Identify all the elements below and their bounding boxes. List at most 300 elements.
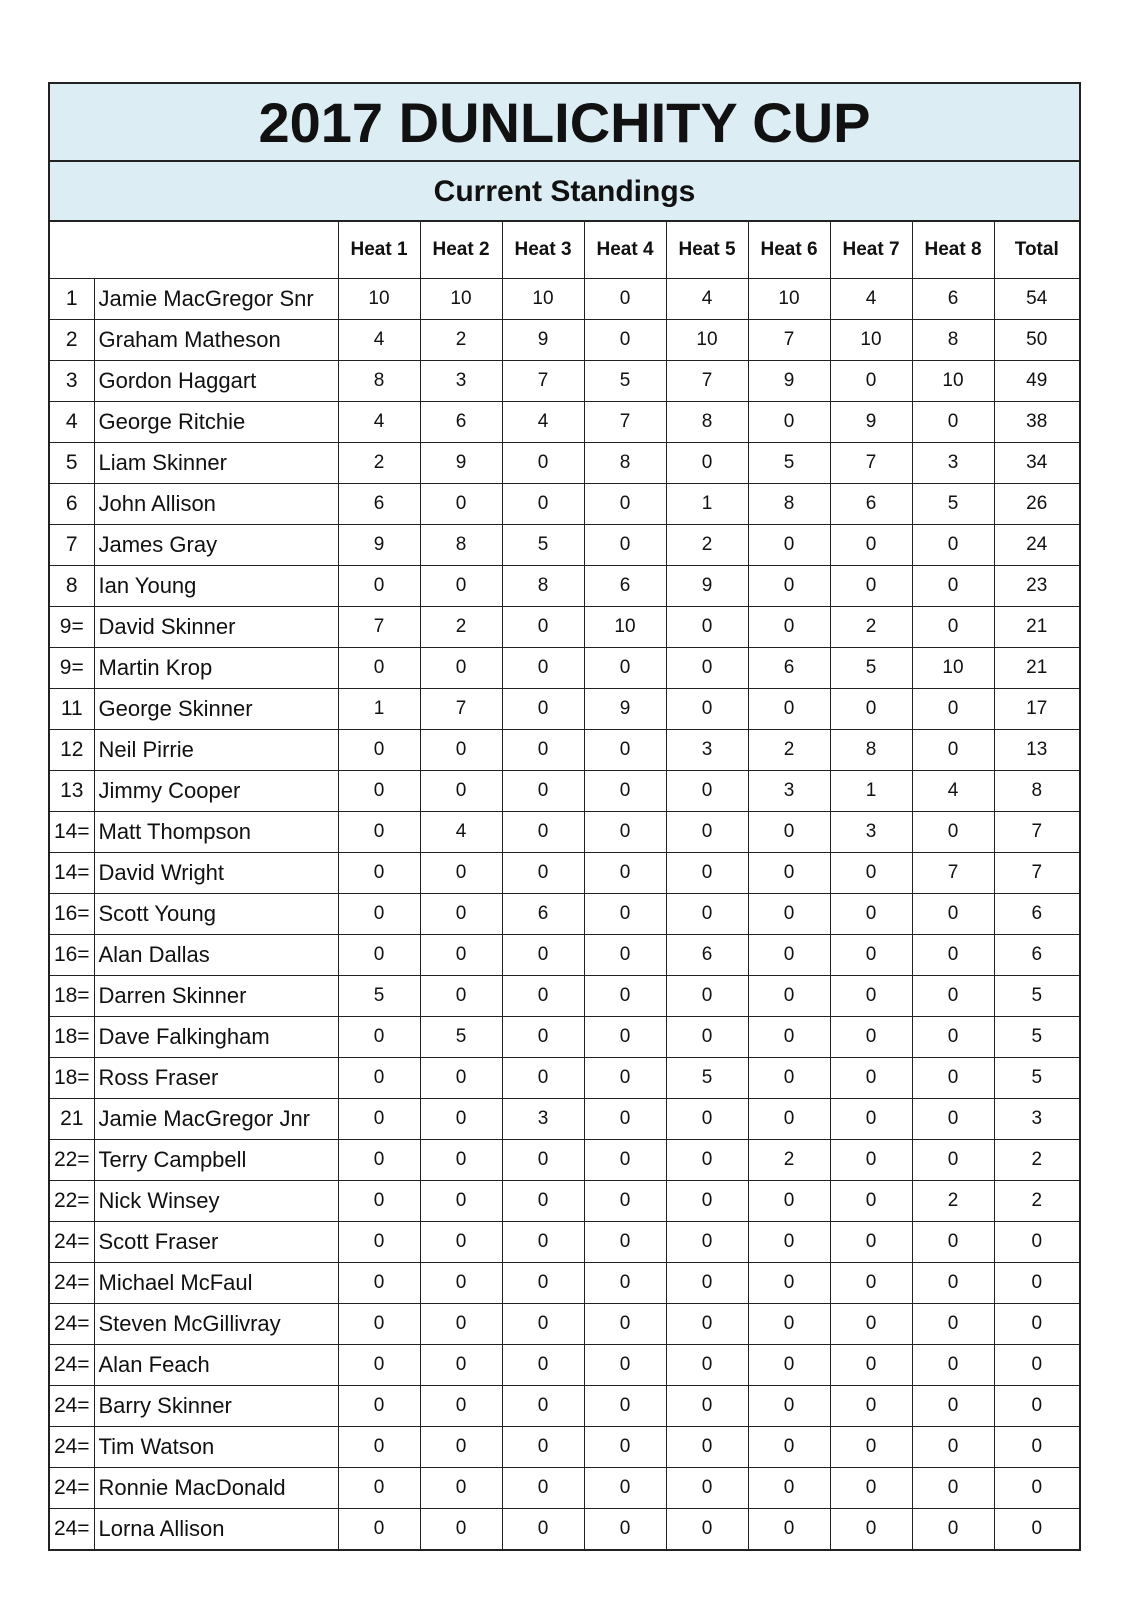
- total-cell: 6: [994, 894, 1079, 935]
- heat-score-cell: 0: [666, 771, 748, 812]
- position-cell: 21: [50, 1099, 94, 1140]
- name-cell: David Skinner: [94, 607, 338, 648]
- heat-score-cell: 0: [338, 1509, 420, 1550]
- heat-score-cell: 0: [584, 1386, 666, 1427]
- heat-score-cell: 7: [584, 402, 666, 443]
- heat-score-cell: 6: [912, 279, 994, 320]
- total-cell: 54: [994, 279, 1079, 320]
- total-cell: 5: [994, 1017, 1079, 1058]
- heat-score-cell: 8: [912, 320, 994, 361]
- heat-score-cell: 0: [912, 730, 994, 771]
- heat-score-cell: 10: [584, 607, 666, 648]
- heat-score-cell: 0: [338, 1099, 420, 1140]
- page-subtitle: Current Standings: [50, 162, 1079, 222]
- heat-score-cell: 0: [666, 1386, 748, 1427]
- heat-score-cell: 9: [666, 566, 748, 607]
- heat-score-cell: 0: [666, 1304, 748, 1345]
- total-cell: 2: [994, 1181, 1079, 1222]
- heat-score-cell: 0: [584, 1181, 666, 1222]
- heat-score-cell: 0: [502, 812, 584, 853]
- name-cell: John Allison: [94, 484, 338, 525]
- heat-score-cell: 0: [666, 443, 748, 484]
- heat-score-cell: 0: [420, 935, 502, 976]
- heat-score-cell: 10: [502, 279, 584, 320]
- name-cell: Terry Campbell: [94, 1140, 338, 1181]
- heat-score-cell: 0: [830, 1263, 912, 1304]
- heat-score-cell: 0: [502, 730, 584, 771]
- heat-score-cell: 0: [420, 1427, 502, 1468]
- name-cell: David Wright: [94, 853, 338, 894]
- total-cell: 0: [994, 1304, 1079, 1345]
- heat-score-cell: 0: [584, 1509, 666, 1550]
- heat-score-cell: 6: [420, 402, 502, 443]
- heat-score-cell: 0: [420, 1386, 502, 1427]
- heat-score-cell: 0: [912, 689, 994, 730]
- heat-score-cell: 0: [912, 812, 994, 853]
- heat-score-cell: 0: [666, 648, 748, 689]
- heat-score-cell: 9: [502, 320, 584, 361]
- total-cell: 50: [994, 320, 1079, 361]
- position-cell: 24=: [50, 1222, 94, 1263]
- heat-score-cell: 0: [748, 1017, 830, 1058]
- position-cell: 13: [50, 771, 94, 812]
- heat-score-cell: 0: [584, 1345, 666, 1386]
- table-row: [50, 812, 1079, 853]
- heat-score-cell: 5: [830, 648, 912, 689]
- heat-score-cell: 0: [502, 484, 584, 525]
- heat-score-cell: 0: [338, 1468, 420, 1509]
- heat-score-cell: 0: [912, 1304, 994, 1345]
- heat-score-cell: 0: [666, 1181, 748, 1222]
- position-cell: 14=: [50, 812, 94, 853]
- heat-score-cell: 2: [748, 1140, 830, 1181]
- position-cell: 24=: [50, 1263, 94, 1304]
- heat-score-cell: 0: [584, 1427, 666, 1468]
- position-cell: 3: [50, 361, 94, 402]
- name-cell: Jamie MacGregor Jnr: [94, 1099, 338, 1140]
- heat-score-cell: 0: [912, 1468, 994, 1509]
- name-cell: James Gray: [94, 525, 338, 566]
- heat-score-cell: 0: [420, 648, 502, 689]
- heat-score-cell: 0: [666, 1468, 748, 1509]
- heat-score-cell: 0: [748, 689, 830, 730]
- heat-score-cell: 0: [420, 566, 502, 607]
- table-row: [50, 730, 1079, 771]
- heat-score-cell: 0: [420, 1099, 502, 1140]
- name-cell: Nick Winsey: [94, 1181, 338, 1222]
- name-cell: Ross Fraser: [94, 1058, 338, 1099]
- heat-score-cell: 6: [666, 935, 748, 976]
- heat-score-cell: 0: [830, 1099, 912, 1140]
- heat-score-cell: 7: [338, 607, 420, 648]
- table-row: [50, 648, 1079, 689]
- heat-score-cell: 0: [830, 1304, 912, 1345]
- position-cell: 24=: [50, 1386, 94, 1427]
- heat-score-cell: 6: [338, 484, 420, 525]
- heat-score-cell: 0: [502, 1058, 584, 1099]
- heat-score-cell: 8: [584, 443, 666, 484]
- heat-score-cell: 0: [502, 853, 584, 894]
- table-row: [50, 361, 1079, 402]
- heat-score-cell: 4: [912, 771, 994, 812]
- heat-score-cell: 0: [584, 853, 666, 894]
- heat-score-cell: 4: [502, 402, 584, 443]
- heat-score-cell: 0: [338, 648, 420, 689]
- table-row: [50, 1427, 1079, 1468]
- total-cell: 8: [994, 771, 1079, 812]
- heat-score-cell: 0: [420, 1468, 502, 1509]
- header-total: Total: [994, 222, 1079, 279]
- heat-score-cell: 0: [338, 894, 420, 935]
- position-cell: 9=: [50, 648, 94, 689]
- heat-score-cell: 0: [338, 1181, 420, 1222]
- total-cell: 0: [994, 1509, 1079, 1550]
- heat-score-cell: 0: [666, 1140, 748, 1181]
- name-cell: Lorna Allison: [94, 1509, 338, 1550]
- name-cell: Barry Skinner: [94, 1386, 338, 1427]
- total-cell: 0: [994, 1222, 1079, 1263]
- heat-score-cell: 0: [748, 1058, 830, 1099]
- header-heat-6: Heat 6: [748, 222, 830, 279]
- header-heat-5: Heat 5: [666, 222, 748, 279]
- heat-score-cell: 7: [830, 443, 912, 484]
- total-cell: 13: [994, 730, 1079, 771]
- heat-score-cell: 0: [912, 402, 994, 443]
- heat-score-cell: 0: [830, 894, 912, 935]
- heat-score-cell: 0: [420, 730, 502, 771]
- heat-score-cell: 0: [584, 812, 666, 853]
- heat-score-cell: 0: [502, 607, 584, 648]
- heat-score-cell: 0: [338, 1017, 420, 1058]
- position-cell: 24=: [50, 1509, 94, 1550]
- table-row: [50, 1386, 1079, 1427]
- heat-score-cell: 0: [338, 1058, 420, 1099]
- heat-score-cell: 10: [748, 279, 830, 320]
- heat-score-cell: 0: [830, 361, 912, 402]
- name-cell: Jimmy Cooper: [94, 771, 338, 812]
- total-cell: 2: [994, 1140, 1079, 1181]
- name-cell: Neil Pirrie: [94, 730, 338, 771]
- table-row: [50, 1263, 1079, 1304]
- table-row: [50, 279, 1079, 320]
- heat-score-cell: 0: [584, 935, 666, 976]
- heat-score-cell: 0: [912, 976, 994, 1017]
- heat-score-cell: 6: [830, 484, 912, 525]
- heat-score-cell: 0: [502, 1140, 584, 1181]
- heat-score-cell: 0: [338, 853, 420, 894]
- name-cell: Gordon Haggart: [94, 361, 338, 402]
- heat-score-cell: 0: [420, 1304, 502, 1345]
- heat-score-cell: 0: [748, 1099, 830, 1140]
- heat-score-cell: 2: [338, 443, 420, 484]
- heat-score-cell: 0: [338, 1386, 420, 1427]
- heat-score-cell: 2: [666, 525, 748, 566]
- heat-score-cell: 0: [830, 1345, 912, 1386]
- position-cell: 18=: [50, 976, 94, 1017]
- heat-score-cell: 5: [338, 976, 420, 1017]
- heat-score-cell: 0: [584, 648, 666, 689]
- position-cell: 1: [50, 279, 94, 320]
- name-cell: Alan Feach: [94, 1345, 338, 1386]
- total-cell: 0: [994, 1427, 1079, 1468]
- heat-score-cell: 0: [830, 853, 912, 894]
- heat-score-cell: 5: [912, 484, 994, 525]
- header-heat-4: Heat 4: [584, 222, 666, 279]
- table-row: [50, 1509, 1079, 1550]
- heat-score-cell: 7: [666, 361, 748, 402]
- table-row: [50, 484, 1079, 525]
- heat-score-cell: 0: [502, 1427, 584, 1468]
- total-cell: 5: [994, 976, 1079, 1017]
- position-cell: 4: [50, 402, 94, 443]
- heat-score-cell: 6: [584, 566, 666, 607]
- table-row: [50, 1345, 1079, 1386]
- heat-score-cell: 0: [420, 1140, 502, 1181]
- heat-score-cell: 0: [748, 935, 830, 976]
- header-heat-2: Heat 2: [420, 222, 502, 279]
- name-cell: Darren Skinner: [94, 976, 338, 1017]
- heat-score-cell: 0: [584, 1468, 666, 1509]
- heat-score-cell: 0: [830, 1222, 912, 1263]
- heat-score-cell: 0: [420, 853, 502, 894]
- heat-score-cell: 0: [830, 1427, 912, 1468]
- name-cell: Scott Fraser: [94, 1222, 338, 1263]
- heat-score-cell: 3: [666, 730, 748, 771]
- total-cell: 7: [994, 812, 1079, 853]
- heat-score-cell: 0: [912, 935, 994, 976]
- table-row: [50, 689, 1079, 730]
- heat-score-cell: 0: [912, 566, 994, 607]
- heat-score-cell: 0: [584, 976, 666, 1017]
- position-cell: 8: [50, 566, 94, 607]
- heat-score-cell: 0: [666, 1509, 748, 1550]
- heat-score-cell: 0: [502, 771, 584, 812]
- position-cell: 5: [50, 443, 94, 484]
- heat-score-cell: 0: [666, 853, 748, 894]
- heat-score-cell: 10: [912, 361, 994, 402]
- heat-score-cell: 0: [830, 1468, 912, 1509]
- total-cell: 38: [994, 402, 1079, 443]
- heat-score-cell: 0: [584, 1058, 666, 1099]
- table-row: [50, 443, 1079, 484]
- name-cell: Liam Skinner: [94, 443, 338, 484]
- name-cell: George Ritchie: [94, 402, 338, 443]
- heat-score-cell: 0: [502, 443, 584, 484]
- heat-score-cell: 0: [338, 812, 420, 853]
- heat-score-cell: 0: [584, 1099, 666, 1140]
- heat-score-cell: 0: [830, 1058, 912, 1099]
- heat-score-cell: 0: [830, 1140, 912, 1181]
- table-row: [50, 1181, 1079, 1222]
- heat-score-cell: 0: [420, 1181, 502, 1222]
- heat-score-cell: 0: [338, 1427, 420, 1468]
- heat-score-cell: 10: [338, 279, 420, 320]
- heat-score-cell: 0: [830, 976, 912, 1017]
- heat-score-cell: 0: [912, 1263, 994, 1304]
- total-cell: 0: [994, 1345, 1079, 1386]
- heat-score-cell: 0: [338, 771, 420, 812]
- heat-score-cell: 8: [338, 361, 420, 402]
- heat-score-cell: 4: [420, 812, 502, 853]
- heat-score-cell: 0: [584, 1304, 666, 1345]
- position-cell: 7: [50, 525, 94, 566]
- position-cell: 6: [50, 484, 94, 525]
- table-row: [50, 566, 1079, 607]
- heat-score-cell: 9: [830, 402, 912, 443]
- name-cell: Martin Krop: [94, 648, 338, 689]
- heat-score-cell: 0: [666, 607, 748, 648]
- heat-score-cell: 0: [830, 935, 912, 976]
- table-row: [50, 935, 1079, 976]
- position-cell: 9=: [50, 607, 94, 648]
- heat-score-cell: 0: [748, 607, 830, 648]
- heat-score-cell: 0: [912, 525, 994, 566]
- heat-score-cell: 0: [502, 1386, 584, 1427]
- heat-score-cell: 0: [666, 1099, 748, 1140]
- heat-score-cell: 0: [584, 525, 666, 566]
- table-row: [50, 1222, 1079, 1263]
- name-cell: Scott Young: [94, 894, 338, 935]
- heat-score-cell: 1: [830, 771, 912, 812]
- heat-score-cell: 5: [748, 443, 830, 484]
- heat-score-cell: 0: [748, 1509, 830, 1550]
- heat-score-cell: 2: [420, 320, 502, 361]
- heat-score-cell: 0: [420, 1345, 502, 1386]
- heat-score-cell: 0: [912, 607, 994, 648]
- heat-score-cell: 0: [830, 689, 912, 730]
- heat-score-cell: 0: [584, 1263, 666, 1304]
- table-row: [50, 1017, 1079, 1058]
- name-cell: George Skinner: [94, 689, 338, 730]
- header-heat-8: Heat 8: [912, 222, 994, 279]
- table-row: [50, 894, 1079, 935]
- heat-score-cell: 3: [830, 812, 912, 853]
- heat-score-cell: 0: [584, 730, 666, 771]
- table-row: [50, 320, 1079, 361]
- table-row: [50, 976, 1079, 1017]
- total-cell: 0: [994, 1468, 1079, 1509]
- table-row: [50, 1140, 1079, 1181]
- heat-score-cell: 3: [748, 771, 830, 812]
- heat-score-cell: 0: [338, 1222, 420, 1263]
- heat-score-cell: 0: [502, 689, 584, 730]
- name-cell: Graham Matheson: [94, 320, 338, 361]
- position-cell: 22=: [50, 1181, 94, 1222]
- heat-score-cell: 0: [912, 1058, 994, 1099]
- heat-score-cell: 0: [502, 976, 584, 1017]
- heat-score-cell: 0: [420, 771, 502, 812]
- heat-score-cell: 3: [502, 1099, 584, 1140]
- heat-score-cell: 0: [502, 935, 584, 976]
- heat-score-cell: 4: [666, 279, 748, 320]
- header-heat-7: Heat 7: [830, 222, 912, 279]
- heat-score-cell: 7: [912, 853, 994, 894]
- name-cell: Matt Thompson: [94, 812, 338, 853]
- heat-score-cell: 0: [748, 976, 830, 1017]
- heat-score-cell: 0: [830, 566, 912, 607]
- heat-score-cell: 0: [748, 1468, 830, 1509]
- total-cell: 5: [994, 1058, 1079, 1099]
- heat-score-cell: 0: [338, 1304, 420, 1345]
- position-cell: 24=: [50, 1468, 94, 1509]
- total-cell: 0: [994, 1386, 1079, 1427]
- heat-score-cell: 8: [502, 566, 584, 607]
- heat-score-cell: 0: [666, 1222, 748, 1263]
- heat-score-cell: 10: [830, 320, 912, 361]
- heat-score-cell: 5: [420, 1017, 502, 1058]
- name-cell: Dave Falkingham: [94, 1017, 338, 1058]
- heat-score-cell: 9: [584, 689, 666, 730]
- name-cell: Michael McFaul: [94, 1263, 338, 1304]
- position-cell: 24=: [50, 1427, 94, 1468]
- heat-score-cell: 0: [666, 1345, 748, 1386]
- position-cell: 16=: [50, 894, 94, 935]
- name-cell: Jamie MacGregor Snr: [94, 279, 338, 320]
- heat-score-cell: 0: [338, 935, 420, 976]
- heat-score-cell: 7: [502, 361, 584, 402]
- heat-score-cell: 0: [420, 1263, 502, 1304]
- heat-score-cell: 0: [584, 771, 666, 812]
- standings-sheet: [48, 82, 1081, 1551]
- heat-score-cell: 1: [338, 689, 420, 730]
- heat-score-cell: 0: [584, 1140, 666, 1181]
- heat-score-cell: 5: [584, 361, 666, 402]
- heat-score-cell: 3: [420, 361, 502, 402]
- page-title: 2017 DUNLICHITY CUP: [50, 84, 1079, 162]
- table-row: [50, 1058, 1079, 1099]
- heat-score-cell: 0: [502, 1509, 584, 1550]
- heat-score-cell: 0: [912, 1427, 994, 1468]
- heat-score-cell: 3: [912, 443, 994, 484]
- heat-score-cell: 10: [666, 320, 748, 361]
- heat-score-cell: 0: [912, 1509, 994, 1550]
- total-cell: 21: [994, 648, 1079, 689]
- heat-score-cell: 0: [338, 730, 420, 771]
- total-cell: 49: [994, 361, 1079, 402]
- heat-score-cell: 0: [584, 1222, 666, 1263]
- total-cell: 0: [994, 1263, 1079, 1304]
- total-cell: 3: [994, 1099, 1079, 1140]
- table-row: [50, 771, 1079, 812]
- heat-score-cell: 6: [502, 894, 584, 935]
- heat-score-cell: 0: [748, 1386, 830, 1427]
- heat-score-cell: 10: [912, 648, 994, 689]
- heat-score-cell: 0: [748, 525, 830, 566]
- heat-score-cell: 0: [912, 1099, 994, 1140]
- table-row: [50, 402, 1079, 443]
- heat-score-cell: 0: [584, 320, 666, 361]
- heat-score-cell: 0: [830, 1386, 912, 1427]
- heat-score-cell: 0: [830, 1509, 912, 1550]
- heat-score-cell: 0: [338, 1345, 420, 1386]
- heat-score-cell: 0: [420, 1222, 502, 1263]
- total-cell: 23: [994, 566, 1079, 607]
- heat-score-cell: 0: [748, 1345, 830, 1386]
- heat-score-cell: 0: [912, 1386, 994, 1427]
- heat-score-cell: 0: [748, 894, 830, 935]
- heat-score-cell: 7: [748, 320, 830, 361]
- heat-score-cell: 0: [502, 648, 584, 689]
- heat-score-cell: 2: [748, 730, 830, 771]
- heat-score-cell: 5: [666, 1058, 748, 1099]
- heat-score-cell: 0: [502, 1468, 584, 1509]
- name-cell: Alan Dallas: [94, 935, 338, 976]
- heat-score-cell: 0: [420, 484, 502, 525]
- header-row: [50, 222, 1079, 279]
- heat-score-cell: 5: [502, 525, 584, 566]
- heat-score-cell: 0: [666, 1017, 748, 1058]
- heat-score-cell: 0: [420, 1509, 502, 1550]
